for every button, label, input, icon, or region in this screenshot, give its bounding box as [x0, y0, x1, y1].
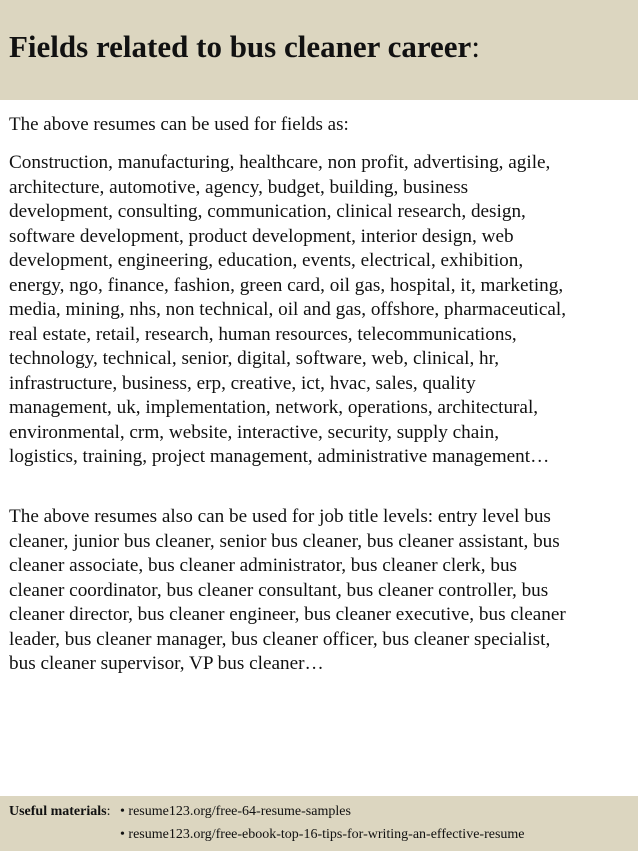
fields-line: architecture, automotive, agency, budget, building, business — [9, 176, 469, 198]
fields-line: logistics, training, project management, administrative management… — [9, 446, 550, 467]
levels-line: cleaner, junior bus cleaner, senior bus cleaner, bus cleaner assistant, bus — [9, 530, 560, 552]
levels-line: cleaner director, bus cleaner engineer, bus cleaner executive, bus cleaner — [9, 604, 566, 625]
fields-line: technology, technical, senior, digital, software, web, clinical, hr, — [9, 348, 500, 369]
intro-text: The above resumes can be used for fields as: — [9, 114, 349, 135]
page-title-text: Fields related to bus cleaner career — [9, 29, 472, 64]
fields-line: management, uk, implementation, network, operations, architectural, — [9, 397, 539, 418]
levels-line: leader, bus cleaner manager, bus cleaner officer, bus cleaner specialist, — [9, 628, 551, 650]
page-title-colon: : — [471, 29, 480, 64]
fields-line: energy, ngo, finance, fashion, green card, oil gas, hospital, it, marketing, — [9, 274, 564, 296]
levels-line: cleaner coordinator, bus cleaner consultant, bus cleaner controller, bus — [9, 579, 549, 601]
resource-link-ebook-tips[interactable]: • resume123.org/free-ebook-top-16-tips-for-writing-an-effective-resume — [120, 827, 525, 842]
fields-line: software development, product development, interior design, web — [9, 225, 514, 247]
useful-materials-label-text: Useful materials — [9, 804, 107, 819]
fields-line: Construction, manufacturing, healthcare, non profit, advertising, agile, — [9, 152, 551, 173]
fields-paragraph — [9, 151, 631, 470]
fields-line: real estate, retail, research, human resources, telecommunications, — [9, 323, 517, 345]
levels-line: The above resumes also can be used for job title levels: entry level bus — [9, 506, 551, 527]
useful-materials-label — [9, 804, 110, 820]
footer-band — [0, 796, 638, 851]
header-band — [0, 0, 638, 100]
resource-link-resume-samples[interactable]: • resume123.org/free-64-resume-samples — [120, 804, 351, 819]
job-levels-paragraph — [9, 505, 631, 677]
fields-line: environmental, crm, website, interactive, security, supply chain, — [9, 421, 500, 443]
page-title — [9, 27, 480, 67]
fields-line: development, engineering, education, events, electrical, exhibition, — [9, 250, 524, 271]
levels-line: cleaner associate, bus cleaner administrator, bus cleaner clerk, bus — [9, 555, 518, 576]
fields-line: media, mining, nhs, non technical, oil and gas, offshore, pharmaceutical, — [9, 299, 566, 320]
levels-line: bus cleaner supervisor, VP bus cleaner… — [9, 653, 324, 674]
fields-line: development, consulting, communication, clinical research, design, — [9, 201, 526, 222]
useful-materials-colon: : — [106, 804, 111, 819]
fields-line: infrastructure, business, erp, creative, ict, hvac, sales, quality — [9, 372, 476, 394]
